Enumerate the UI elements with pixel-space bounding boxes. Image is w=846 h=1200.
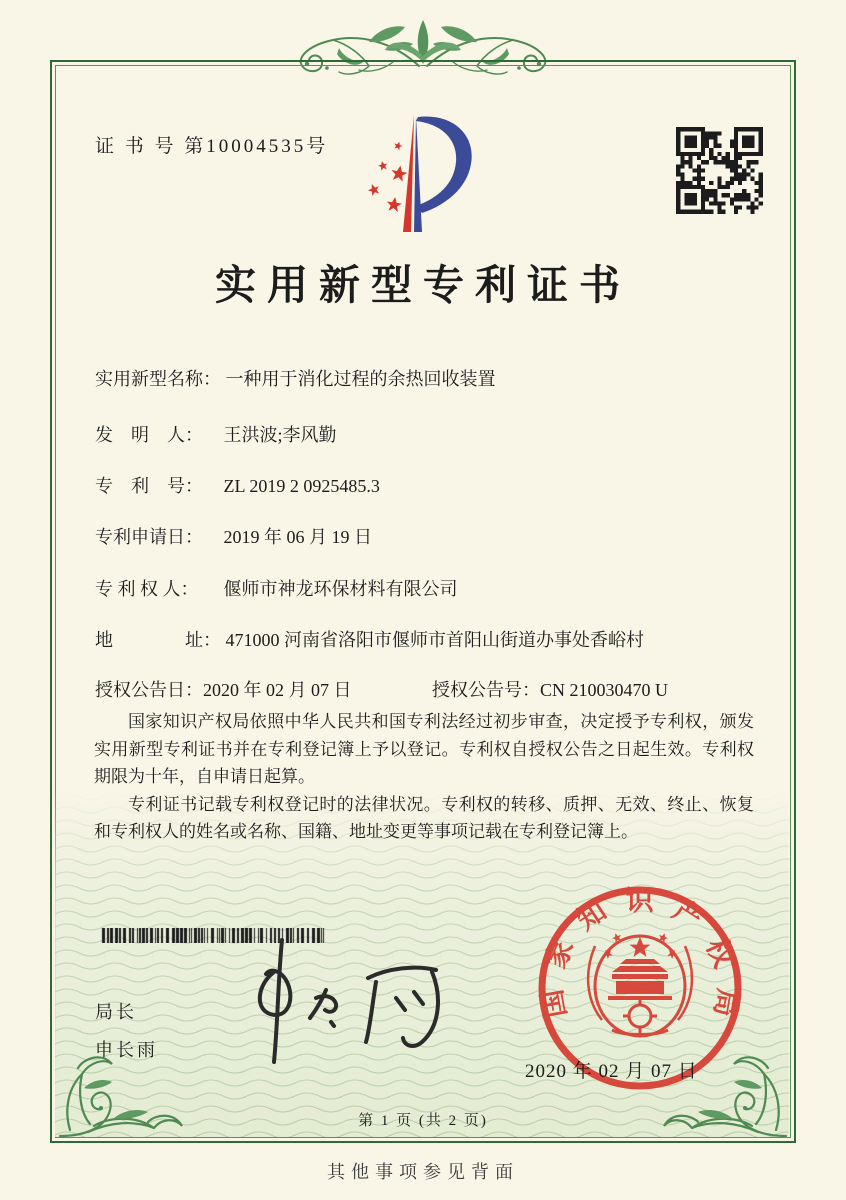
corner-flourish-left	[54, 1026, 194, 1141]
field-row-inventors	[95, 421, 337, 447]
grant-row	[95, 676, 755, 702]
officer-name: 申长雨	[95, 1040, 158, 1060]
seal-date: 2020 年 02 月 07 日	[525, 1061, 698, 1082]
cnipa-logo	[350, 110, 500, 238]
field-row-filing-date	[95, 523, 372, 549]
certificate-number: 证 书 号 第10004535号	[95, 136, 329, 157]
legal-body-text	[94, 708, 754, 846]
field-label: 专 利 权 人：	[95, 579, 199, 599]
grant-number: CN 210030470 U	[540, 680, 669, 700]
field-value: ZL 2019 2 0925485.3	[223, 476, 380, 496]
field-value: 偃师市神龙环保材料有限公司	[223, 579, 458, 599]
officer-title: 局长	[95, 1002, 137, 1022]
body-paragraph-2: 专利证书记载专利权登记时的法律状况。专利权的转移、质押、无效、终止、恢复和专利权人的姓名或名称、国籍、地址变更等事项记载在专利登记簿上。	[94, 794, 754, 841]
field-value: 一种用于消化过程的余热回收装置	[225, 369, 496, 389]
grant-date-label: 授权公告日：	[95, 680, 203, 700]
field-row-utility-model-name	[95, 365, 496, 391]
certificate-title: 实用新型专利证书	[215, 262, 631, 308]
field-row-patent-number	[95, 472, 380, 498]
grant-date: 2020 年 02 月 07 日	[203, 680, 352, 700]
field-label: 发 明 人：	[95, 425, 203, 445]
field-label: 专 利 号：	[95, 476, 203, 496]
qr-code	[672, 123, 767, 218]
field-label: 专利申请日：	[95, 527, 203, 547]
field-value: 2019 年 06 月 19 日	[223, 527, 372, 547]
grant-number-label: 授权公告号：	[432, 680, 540, 700]
signature-handwriting	[230, 920, 480, 1070]
field-label: 实用新型名称：	[95, 369, 221, 389]
field-value: 471000 河南省洛阳市偃师市首阳山街道办事处香峪村	[225, 630, 644, 650]
field-value: 王洪波;李风勤	[223, 425, 337, 445]
national-emblem-icon	[588, 932, 692, 1036]
field-label: 地 址：	[95, 630, 221, 650]
field-row-address	[95, 626, 644, 652]
page-number: 第 1 页 (共 2 页)	[358, 1113, 488, 1129]
back-side-note: 其他事项参见背面	[327, 1162, 519, 1182]
seal-text: 国家知识产权局	[537, 885, 743, 1021]
body-paragraph-1: 国家知识产权局依照中华人民共和国专利法经过初步审查，决定授予专利权，颁发实用新型专利证书并在专利登记簿上予以登记。专利权自授权公告之日起生效。专利权期限为十年，自申请日起算。	[94, 712, 754, 786]
field-row-patentee	[95, 575, 458, 601]
